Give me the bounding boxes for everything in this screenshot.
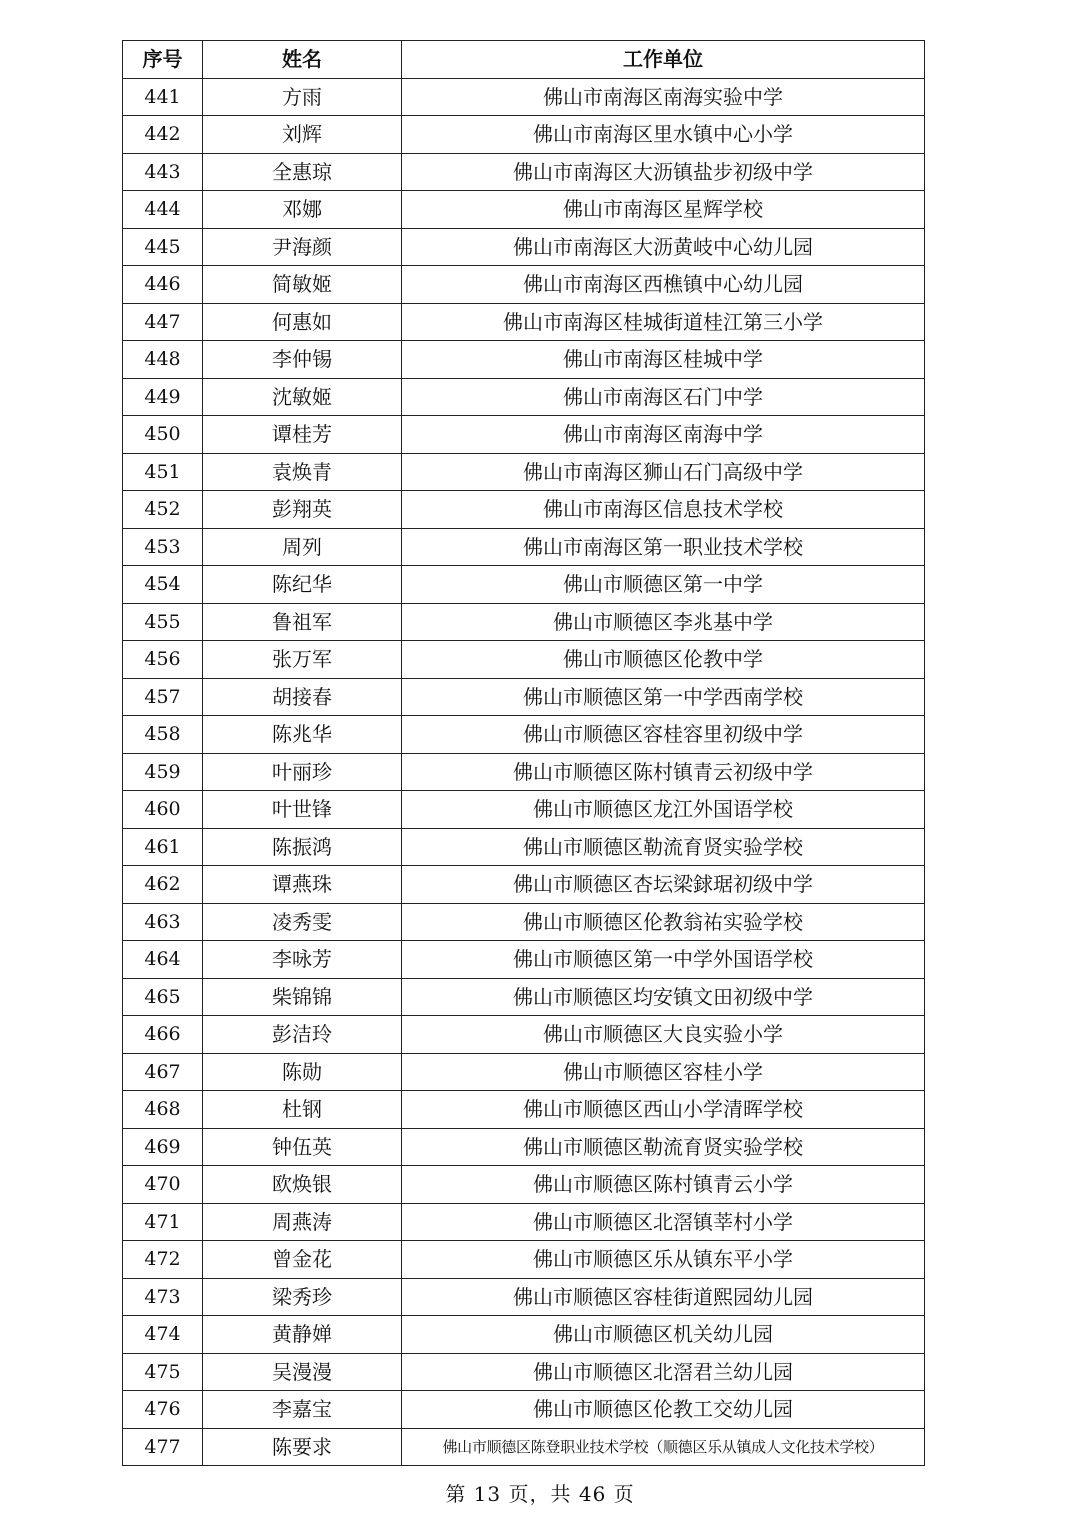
cell-seq: 455 [123, 603, 203, 641]
cell-unit: 佛山市顺德区容桂容里初级中学 [402, 716, 925, 754]
cell-seq: 447 [123, 303, 203, 341]
table-row [123, 528, 925, 566]
cell-seq: 441 [123, 78, 203, 116]
cell-seq: 467 [123, 1053, 203, 1091]
table-row [123, 1278, 925, 1316]
cell-name: 李嘉宝 [203, 1391, 402, 1429]
cell-seq: 446 [123, 266, 203, 304]
cell-name: 周燕涛 [203, 1203, 402, 1241]
cell-name: 彭翔英 [203, 491, 402, 529]
table-row [123, 1428, 925, 1466]
cell-name: 欧焕银 [203, 1166, 402, 1204]
cell-seq: 456 [123, 641, 203, 679]
table-row [123, 78, 925, 116]
cell-name: 尹海颜 [203, 228, 402, 266]
cell-unit: 佛山市南海区里水镇中心小学 [402, 116, 925, 154]
cell-name: 柴锦锦 [203, 978, 402, 1016]
cell-seq: 474 [123, 1316, 203, 1354]
cell-unit: 佛山市顺德区容桂小学 [402, 1053, 925, 1091]
cell-name: 黄静婵 [203, 1316, 402, 1354]
cell-name: 简敏姬 [203, 266, 402, 304]
cell-seq: 476 [123, 1391, 203, 1429]
cell-seq: 470 [123, 1166, 203, 1204]
cell-unit: 佛山市顺德区均安镇文田初级中学 [402, 978, 925, 1016]
cell-seq: 464 [123, 941, 203, 979]
cell-unit: 佛山市顺德区大良实验小学 [402, 1016, 925, 1054]
table-row [123, 941, 925, 979]
table-row [123, 866, 925, 904]
cell-seq: 468 [123, 1091, 203, 1129]
cell-name: 袁焕青 [203, 453, 402, 491]
cell-unit: 佛山市顺德区伦教工交幼儿园 [402, 1391, 925, 1429]
table-row [123, 753, 925, 791]
cell-seq: 452 [123, 491, 203, 529]
cell-unit: 佛山市南海区大沥黄岐中心幼儿园 [402, 228, 925, 266]
cell-seq: 459 [123, 753, 203, 791]
table-row [123, 603, 925, 641]
table-row [123, 903, 925, 941]
cell-unit: 佛山市顺德区龙江外国语学校 [402, 791, 925, 829]
cell-name: 邓娜 [203, 191, 402, 229]
cell-name: 陈兆华 [203, 716, 402, 754]
table-row [123, 1053, 925, 1091]
cell-seq: 461 [123, 828, 203, 866]
table-row [123, 678, 925, 716]
cell-seq: 443 [123, 153, 203, 191]
table-row [123, 1128, 925, 1166]
table-row [123, 828, 925, 866]
cell-seq: 475 [123, 1353, 203, 1391]
header-name: 姓名 [203, 41, 402, 79]
cell-unit: 佛山市南海区第一职业技术学校 [402, 528, 925, 566]
cell-unit: 佛山市南海区桂城街道桂江第三小学 [402, 303, 925, 341]
table-header-row [123, 41, 925, 79]
cell-unit: 佛山市顺德区陈村镇青云初级中学 [402, 753, 925, 791]
table-row [123, 566, 925, 604]
header-unit: 工作单位 [402, 41, 925, 79]
cell-seq: 469 [123, 1128, 203, 1166]
cell-unit: 佛山市南海区星辉学校 [402, 191, 925, 229]
cell-seq: 463 [123, 903, 203, 941]
cell-unit: 佛山市顺德区伦教翁祐实验学校 [402, 903, 925, 941]
table-row [123, 1091, 925, 1129]
cell-name: 胡接春 [203, 678, 402, 716]
cell-seq: 473 [123, 1278, 203, 1316]
cell-seq: 453 [123, 528, 203, 566]
cell-name: 陈要求 [203, 1428, 402, 1466]
cell-unit: 佛山市南海区大沥镇盐步初级中学 [402, 153, 925, 191]
cell-name: 陈纪华 [203, 566, 402, 604]
table-row [123, 978, 925, 1016]
table-row [123, 1016, 925, 1054]
cell-unit: 佛山市顺德区勒流育贤实验学校 [402, 1128, 925, 1166]
cell-unit: 佛山市顺德区勒流育贤实验学校 [402, 828, 925, 866]
table-row [123, 453, 925, 491]
cell-name: 钟伍英 [203, 1128, 402, 1166]
table-row [123, 191, 925, 229]
cell-seq: 454 [123, 566, 203, 604]
cell-name: 张万军 [203, 641, 402, 679]
cell-seq: 471 [123, 1203, 203, 1241]
table-row [123, 1353, 925, 1391]
cell-name: 曾金花 [203, 1241, 402, 1279]
cell-unit: 佛山市顺德区第一中学外国语学校 [402, 941, 925, 979]
cell-name: 沈敏姬 [203, 378, 402, 416]
cell-unit: 佛山市南海区石门中学 [402, 378, 925, 416]
cell-name: 凌秀雯 [203, 903, 402, 941]
cell-name: 吴漫漫 [203, 1353, 402, 1391]
header-seq: 序号 [123, 41, 203, 79]
cell-name: 李仲锡 [203, 341, 402, 379]
page-number: 第 13 页，共 46 页 [445, 1482, 635, 1506]
cell-name: 谭燕珠 [203, 866, 402, 904]
table-row [123, 266, 925, 304]
cell-unit: 佛山市顺德区第一中学西南学校 [402, 678, 925, 716]
cell-unit: 佛山市顺德区陈村镇青云小学 [402, 1166, 925, 1204]
table-row [123, 228, 925, 266]
cell-name: 方雨 [203, 78, 402, 116]
cell-name: 谭桂芳 [203, 416, 402, 454]
cell-name: 刘辉 [203, 116, 402, 154]
table-row [123, 641, 925, 679]
cell-unit: 佛山市南海区信息技术学校 [402, 491, 925, 529]
cell-unit: 佛山市顺德区北滘镇莘村小学 [402, 1203, 925, 1241]
cell-seq: 460 [123, 791, 203, 829]
table-row [123, 416, 925, 454]
cell-seq: 465 [123, 978, 203, 1016]
cell-seq: 472 [123, 1241, 203, 1279]
cell-unit: 佛山市顺德区西山小学清晖学校 [402, 1091, 925, 1129]
table-row [123, 1316, 925, 1354]
table-row [123, 1391, 925, 1429]
cell-name: 陈勋 [203, 1053, 402, 1091]
cell-unit: 佛山市南海区南海中学 [402, 416, 925, 454]
cell-name: 彭洁玲 [203, 1016, 402, 1054]
cell-name: 何惠如 [203, 303, 402, 341]
cell-name: 杜钢 [203, 1091, 402, 1129]
cell-name: 陈振鸿 [203, 828, 402, 866]
cell-seq: 442 [123, 116, 203, 154]
table-row [123, 378, 925, 416]
cell-seq: 477 [123, 1428, 203, 1466]
cell-name: 鲁祖军 [203, 603, 402, 641]
cell-unit: 佛山市顺德区容桂街道熙园幼儿园 [402, 1278, 925, 1316]
table-row [123, 341, 925, 379]
cell-seq: 457 [123, 678, 203, 716]
table-row [123, 153, 925, 191]
cell-unit: 佛山市顺德区机关幼儿园 [402, 1316, 925, 1354]
cell-seq: 448 [123, 341, 203, 379]
cell-name: 全惠琼 [203, 153, 402, 191]
cell-seq: 445 [123, 228, 203, 266]
cell-seq: 451 [123, 453, 203, 491]
cell-seq: 450 [123, 416, 203, 454]
table-row [123, 491, 925, 529]
cell-unit: 佛山市顺德区北滘君兰幼儿园 [402, 1353, 925, 1391]
cell-seq: 466 [123, 1016, 203, 1054]
cell-seq: 462 [123, 866, 203, 904]
table-row [123, 303, 925, 341]
table-row [123, 791, 925, 829]
cell-unit: 佛山市南海区狮山石门高级中学 [402, 453, 925, 491]
cell-name: 叶世锋 [203, 791, 402, 829]
cell-seq: 444 [123, 191, 203, 229]
cell-name: 梁秀珍 [203, 1278, 402, 1316]
table-row [123, 116, 925, 154]
cell-unit: 佛山市顺德区乐从镇东平小学 [402, 1241, 925, 1279]
cell-unit: 佛山市顺德区陈登职业技术学校（顺德区乐从镇成人文化技术学校） [402, 1428, 925, 1466]
cell-seq: 449 [123, 378, 203, 416]
table-row [123, 1203, 925, 1241]
roster-table [122, 40, 925, 1466]
cell-seq: 458 [123, 716, 203, 754]
cell-name: 周列 [203, 528, 402, 566]
cell-name: 叶丽珍 [203, 753, 402, 791]
table-row [123, 716, 925, 754]
cell-unit: 佛山市顺德区伦教中学 [402, 641, 925, 679]
cell-unit: 佛山市南海区南海实验中学 [402, 78, 925, 116]
table-row [123, 1166, 925, 1204]
cell-unit: 佛山市顺德区第一中学 [402, 566, 925, 604]
table-row [123, 1241, 925, 1279]
cell-unit: 佛山市南海区西樵镇中心幼儿园 [402, 266, 925, 304]
cell-unit: 佛山市顺德区李兆基中学 [402, 603, 925, 641]
cell-unit: 佛山市南海区桂城中学 [402, 341, 925, 379]
cell-unit: 佛山市顺德区杏坛梁銶琚初级中学 [402, 866, 925, 904]
cell-name: 李咏芳 [203, 941, 402, 979]
